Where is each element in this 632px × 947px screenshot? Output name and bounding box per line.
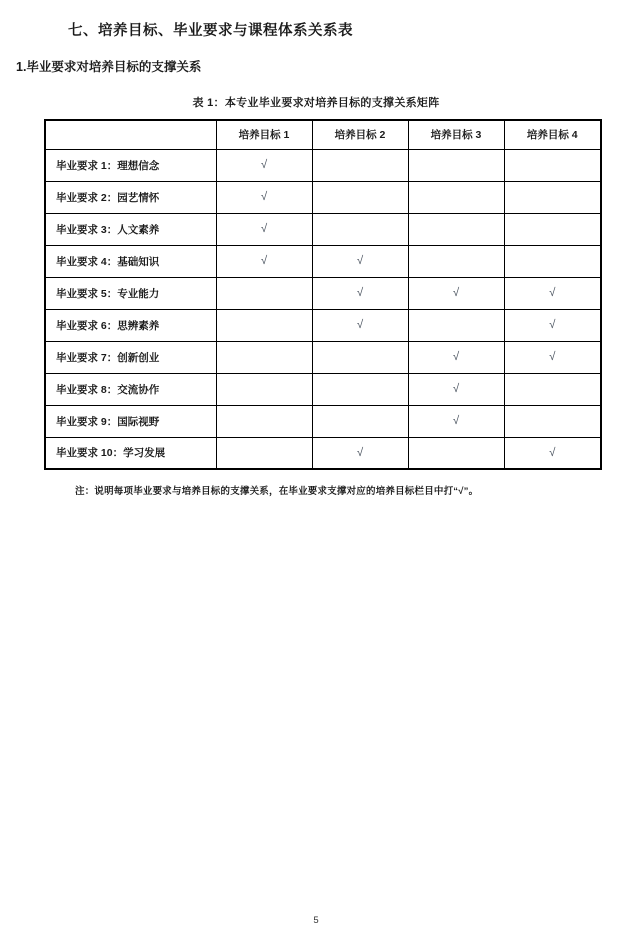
page-number: 5 <box>313 915 319 926</box>
support-empty-cell <box>408 309 504 341</box>
table-footnote: 注：说明每项毕业要求与培养目标的支撑关系，在毕业要求支撑对应的培养目标栏目中打“√”。 <box>75 486 479 497</box>
support-empty-cell <box>504 405 601 437</box>
support-empty-cell <box>216 277 312 309</box>
support-empty-cell <box>504 213 601 245</box>
support-check-cell: √ <box>312 245 408 277</box>
table-row <box>45 341 601 373</box>
support-check-cell: √ <box>312 277 408 309</box>
table-row <box>45 149 601 181</box>
support-empty-cell <box>312 405 408 437</box>
support-empty-cell <box>216 437 312 469</box>
row-label-requirement-6: 毕业要求 6：思辨素养 <box>45 309 216 341</box>
support-empty-cell <box>504 373 601 405</box>
support-empty-cell <box>504 149 601 181</box>
support-empty-cell <box>312 213 408 245</box>
section-heading: 1.毕业要求对培养目标的支撑关系 <box>16 60 202 74</box>
table-row <box>45 213 601 245</box>
support-empty-cell <box>216 405 312 437</box>
support-empty-cell <box>312 373 408 405</box>
support-check-cell: √ <box>504 277 601 309</box>
support-empty-cell <box>408 149 504 181</box>
row-label-requirement-7: 毕业要求 7：创新创业 <box>45 341 216 373</box>
document-title: 七、培养目标、毕业要求与课程体系关系表 <box>68 23 353 39</box>
column-header-objective-2: 培养目标 2 <box>312 120 408 149</box>
support-empty-cell <box>216 309 312 341</box>
support-empty-cell <box>408 181 504 213</box>
support-matrix-table <box>44 119 602 470</box>
support-check-cell: √ <box>408 341 504 373</box>
support-check-cell: √ <box>216 213 312 245</box>
support-check-cell: √ <box>504 437 601 469</box>
support-check-cell: √ <box>216 181 312 213</box>
table-caption: 表 1：本专业毕业要求对培养目标的支撑关系矩阵 <box>192 97 440 109</box>
support-empty-cell <box>408 245 504 277</box>
support-check-cell: √ <box>216 149 312 181</box>
row-label-requirement-1: 毕业要求 1：理想信念 <box>45 149 216 181</box>
support-empty-cell <box>312 149 408 181</box>
support-check-cell: √ <box>408 277 504 309</box>
row-label-requirement-5: 毕业要求 5：专业能力 <box>45 277 216 309</box>
column-header-objective-3: 培养目标 3 <box>408 120 504 149</box>
table-row <box>45 309 601 341</box>
row-label-requirement-8: 毕业要求 8：交流协作 <box>45 373 216 405</box>
corner-cell <box>45 120 216 149</box>
table-row <box>45 437 601 469</box>
support-empty-cell <box>216 341 312 373</box>
support-empty-cell <box>216 373 312 405</box>
support-empty-cell <box>504 181 601 213</box>
column-header-objective-1: 培养目标 1 <box>216 120 312 149</box>
table-row <box>45 373 601 405</box>
support-check-cell: √ <box>312 437 408 469</box>
table-row <box>45 181 601 213</box>
support-check-cell: √ <box>216 245 312 277</box>
support-empty-cell <box>312 181 408 213</box>
row-label-requirement-2: 毕业要求 2：园艺情怀 <box>45 181 216 213</box>
row-label-requirement-9: 毕业要求 9：国际视野 <box>45 405 216 437</box>
support-check-cell: √ <box>408 405 504 437</box>
table-row <box>45 405 601 437</box>
row-label-requirement-10: 毕业要求 10：学习发展 <box>45 437 216 469</box>
support-empty-cell <box>312 341 408 373</box>
support-empty-cell <box>408 437 504 469</box>
header-row <box>45 120 601 149</box>
support-check-cell: √ <box>504 309 601 341</box>
support-check-cell: √ <box>312 309 408 341</box>
support-check-cell: √ <box>504 341 601 373</box>
row-label-requirement-3: 毕业要求 3：人文素养 <box>45 213 216 245</box>
column-header-objective-4: 培养目标 4 <box>504 120 601 149</box>
support-empty-cell <box>504 245 601 277</box>
table-row <box>45 245 601 277</box>
table-row <box>45 277 601 309</box>
support-check-cell: √ <box>408 373 504 405</box>
row-label-requirement-4: 毕业要求 4：基础知识 <box>45 245 216 277</box>
support-empty-cell <box>408 213 504 245</box>
